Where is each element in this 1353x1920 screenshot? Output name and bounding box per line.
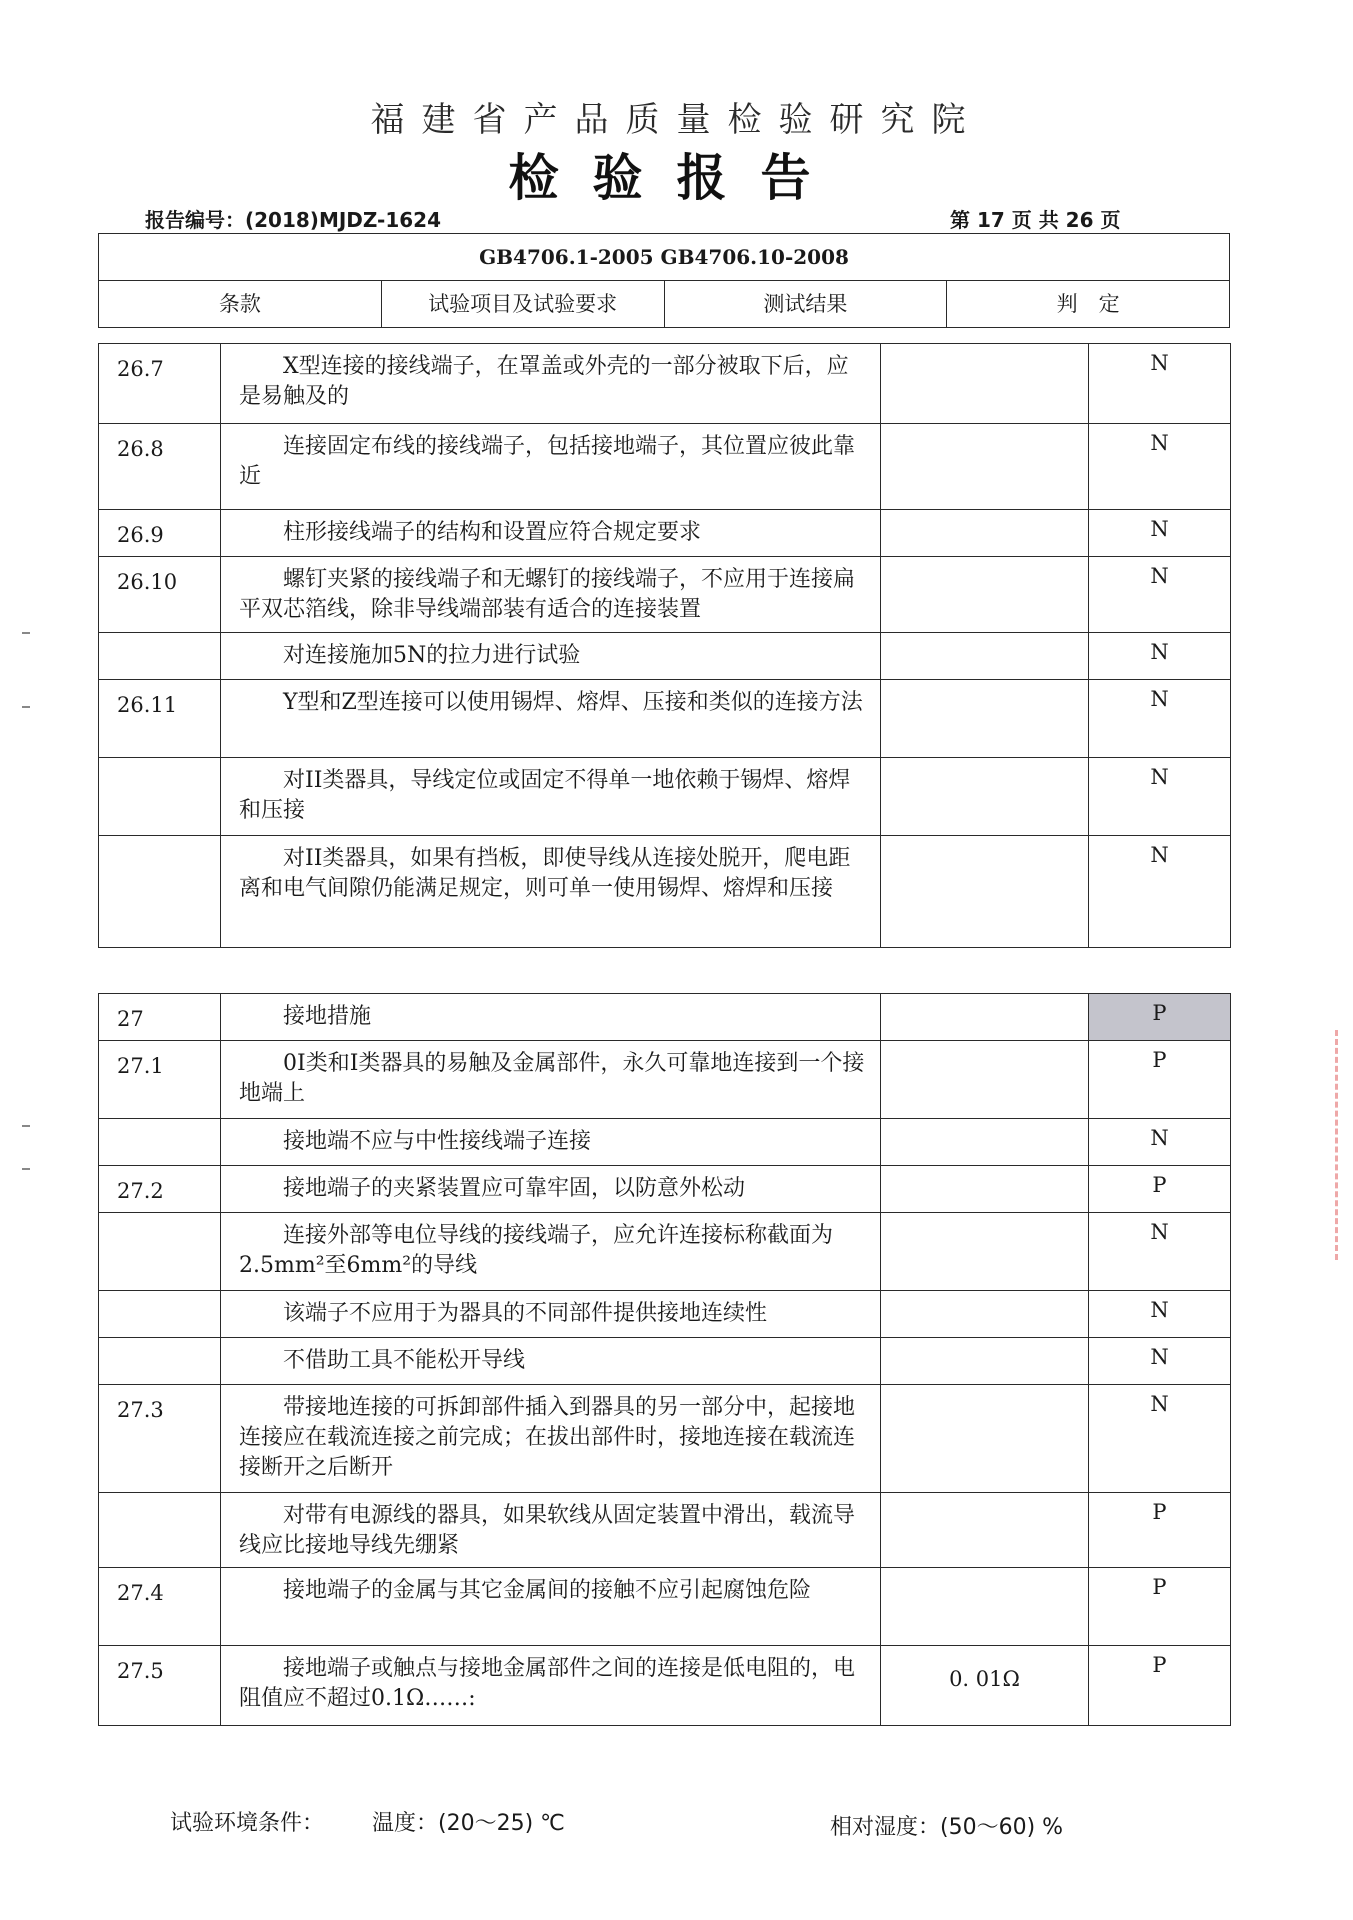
result-cell [881,1493,1089,1568]
result-cell [881,1291,1089,1338]
requirement-cell: 不借助工具不能松开导线 [221,1338,881,1385]
verdict-cell: N [1089,510,1231,557]
requirement-cell: 该端子不应用于为器具的不同部件提供接地连续性 [221,1291,881,1338]
table-row [99,680,1231,758]
verdict-cell: P [1089,1568,1231,1646]
clause-cell [99,633,221,680]
table-row [99,633,1231,680]
column-requirement: 试验项目及试验要求 [381,281,664,328]
clause-cell [99,758,221,836]
verdict-cell: N [1089,1119,1231,1166]
column-clause: 条款 [99,281,382,328]
table-row [99,1041,1231,1119]
verdict-cell: N [1089,1385,1231,1493]
table-row [99,836,1231,948]
verdict-cell: N [1089,836,1231,948]
result-cell [881,680,1089,758]
requirement-cell: 连接外部等电位导线的接线端子，应允许连接标称截面为2.5mm²至6mm²的导线 [221,1213,881,1291]
temperature-condition: 温度：(20～25) ℃ [372,1811,565,1836]
result-cell: 0. 01Ω [881,1646,1089,1726]
table-row [99,1213,1231,1291]
table-row [99,758,1231,836]
column-result: 测试结果 [664,281,947,328]
clause-cell [99,1119,221,1166]
requirement-cell: 螺钉夹紧的接线端子和无螺钉的接线端子，不应用于连接扁平双芯箔线，除非导线端部装有适合的连接装置 [221,557,881,633]
result-cell [881,344,1089,424]
page-number: 第 17 页 共 26 页 [950,208,1121,232]
result-cell [881,994,1089,1041]
requirement-cell: 接地端子或触点与接地金属部件之间的连接是低电阻的，电阻值应不超过0.1Ω……: [221,1646,881,1726]
section-27-table [98,993,1231,1726]
result-cell [881,1041,1089,1119]
requirement-cell: 带接地连接的可拆卸部件插入到器具的另一部分中，起接地连接应在载流连接之前完成；在拔出部件时，接地连接在载流连接断开之后断开 [221,1385,881,1493]
scan-mark [22,632,30,634]
clause-cell: 26.11 [99,680,221,758]
clause-cell: 27.1 [99,1041,221,1119]
table-row [99,557,1231,633]
test-environment-label: 试验环境条件： [170,1811,325,1836]
result-cell [881,836,1089,948]
clause-cell [99,1291,221,1338]
requirement-cell: Y型和Z型连接可以使用锡焊、熔焊、压接和类似的连接方法 [221,680,881,758]
result-cell [881,1213,1089,1291]
requirement-cell: 对连接施加5N的拉力进行试验 [221,633,881,680]
table-row [99,1119,1231,1166]
standard-title: GB4706.1-2005 GB4706.10-2008 [99,234,1230,281]
clause-cell [99,1493,221,1568]
clause-cell: 27 [99,994,221,1041]
result-cell [881,758,1089,836]
result-cell [881,1338,1089,1385]
verdict-cell: N [1089,424,1231,510]
result-cell [881,1568,1089,1646]
table-row [99,1338,1231,1385]
result-cell [881,1119,1089,1166]
result-cell [881,424,1089,510]
requirement-cell: 0I类和Ⅰ类器具的易触及金属部件，永久可靠地连接到一个接地端上 [221,1041,881,1119]
clause-cell [99,836,221,948]
table-row [99,424,1231,510]
verdict-cell: N [1089,344,1231,424]
table-row [99,994,1231,1041]
requirement-cell: 连接固定布线的接线端子，包括接地端子，其位置应彼此靠近 [221,424,881,510]
clause-cell: 26.9 [99,510,221,557]
clause-cell: 27.3 [99,1385,221,1493]
clause-cell: 26.7 [99,344,221,424]
verdict-cell: P [1089,1041,1231,1119]
table-row [99,1493,1231,1568]
institute-name: 福建省产品质量检验研究院 [370,100,983,140]
requirement-cell: 对带有电源线的器具，如果软线从固定装置中滑出，载流导线应比接地导线先绷紧 [221,1493,881,1568]
clause-cell [99,1213,221,1291]
table-row [99,1385,1231,1493]
result-cell [881,1385,1089,1493]
verdict-cell: N [1089,1213,1231,1291]
report-title: 检验报告 [508,148,845,207]
verdict-cell: P [1089,1166,1231,1213]
table-header [98,233,1230,328]
table-row [99,510,1231,557]
clause-cell: 26.10 [99,557,221,633]
table-row [99,1166,1231,1213]
result-cell [881,633,1089,680]
seal-edge-mark [1335,1030,1353,1260]
table-row [99,1291,1231,1338]
clause-cell: 27.4 [99,1568,221,1646]
table-row [99,1568,1231,1646]
scan-mark [22,1168,30,1170]
report-number: 报告编号：(2018)MJDZ-1624 [145,208,442,232]
clause-cell: 26.8 [99,424,221,510]
verdict-cell: N [1089,1338,1231,1385]
scan-mark [22,706,30,708]
verdict-cell: N [1089,557,1231,633]
requirement-cell: 对II类器具，导线定位或固定不得单一地依赖于锡焊、熔焊和压接 [221,758,881,836]
column-verdict: 判 定 [947,281,1230,328]
requirement-cell: X型连接的接线端子，在罩盖或外壳的一部分被取下后，应是易触及的 [221,344,881,424]
result-cell [881,1166,1089,1213]
requirement-cell: 对II类器具，如果有挡板，即使导线从连接处脱开，爬电距离和电气间隙仍能满足规定，则可单一使用锡焊、熔焊和压接 [221,836,881,948]
requirement-cell: 柱形接线端子的结构和设置应符合规定要求 [221,510,881,557]
clause-cell: 27.2 [99,1166,221,1213]
clause-cell: 27.5 [99,1646,221,1726]
verdict-cell: N [1089,758,1231,836]
requirement-cell: 接地端子的金属与其它金属间的接触不应引起腐蚀危险 [221,1568,881,1646]
scan-mark [22,1125,30,1127]
humidity-condition: 相对湿度：(50～60) % [830,1815,1064,1840]
result-cell [881,557,1089,633]
table-row [99,1646,1231,1726]
section-26-table [98,343,1231,948]
verdict-cell: P [1089,1493,1231,1568]
verdict-cell: N [1089,1291,1231,1338]
verdict-cell: P [1089,994,1231,1041]
clause-cell [99,1338,221,1385]
requirement-cell: 接地端不应与中性接线端子连接 [221,1119,881,1166]
requirement-cell: 接地端子的夹紧装置应可靠牢固，以防意外松动 [221,1166,881,1213]
table-row [99,344,1231,424]
requirement-cell: 接地措施 [221,994,881,1041]
verdict-cell: N [1089,633,1231,680]
verdict-cell: P [1089,1646,1231,1726]
result-cell [881,510,1089,557]
verdict-cell: N [1089,680,1231,758]
